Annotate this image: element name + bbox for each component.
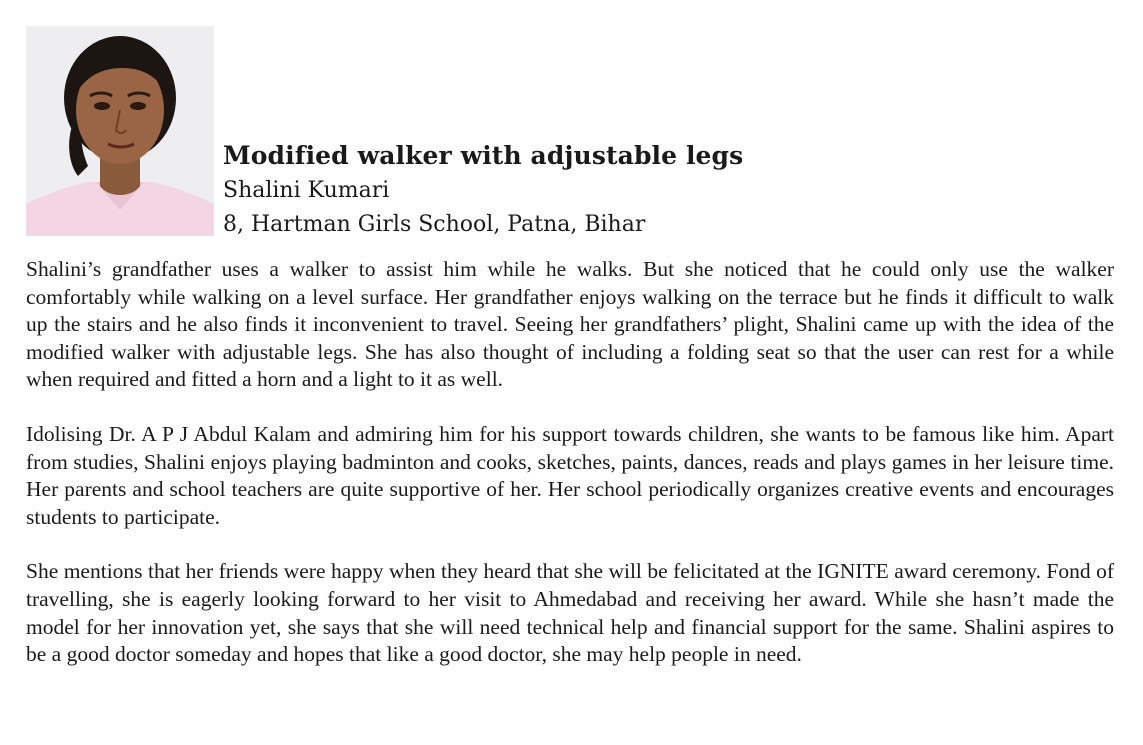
portrait-photo [26,26,214,236]
paragraph-3: She mentions that her friends were happy when they heard that she will be felicitated at the IGNITE award ceremony. Fond of travelling, she is eagerly looking forward to her visit to Ahmedabad and receiving her award. While she hasn’t made the model for her innovation yet, she says that she will need technical help and financial support for the same. Shalini aspires to be a good doctor someday and hopes that like a good doctor, she may help people in need. [26,559,1114,667]
paragraph-2: Idolising Dr. A P J Abdul Kalam and admiring him for his support towards children, she wants to be famous like him. Apart from studies, Shalini enjoys playing badminton and cooks, sketches, paints, dances, reads and plays games in her leisure time. Her parents and school teachers are quite supportive of her. Her school periodically organizes creative events and encourages students to participate. [26,421,1114,529]
author-name: Shalini Kumari [223,178,390,203]
author-school: 8, Hartman Girls School, Patna, Bihar [223,212,646,237]
article-header [223,138,743,242]
article-title: Modified walker with adjustable legs [223,141,744,170]
paragraph-1: Shalini’s grandfather uses a walker to assist him while he walks. But she noticed that he could only use the walker comfortably while walking on a level surface. Her grandfather enjoys walking on the terrace but he finds it difficult to walk up the stairs and he also finds it inconvenient to travel. Seeing her grandfathers’ plight, Shalini came up with the idea of the modified walker with adjustable legs. She has also thought of including a folding seat so that the user can rest for a while when required and fitted a horn and a light to it as well. [26,257,1114,392]
article-body [26,256,1114,696]
